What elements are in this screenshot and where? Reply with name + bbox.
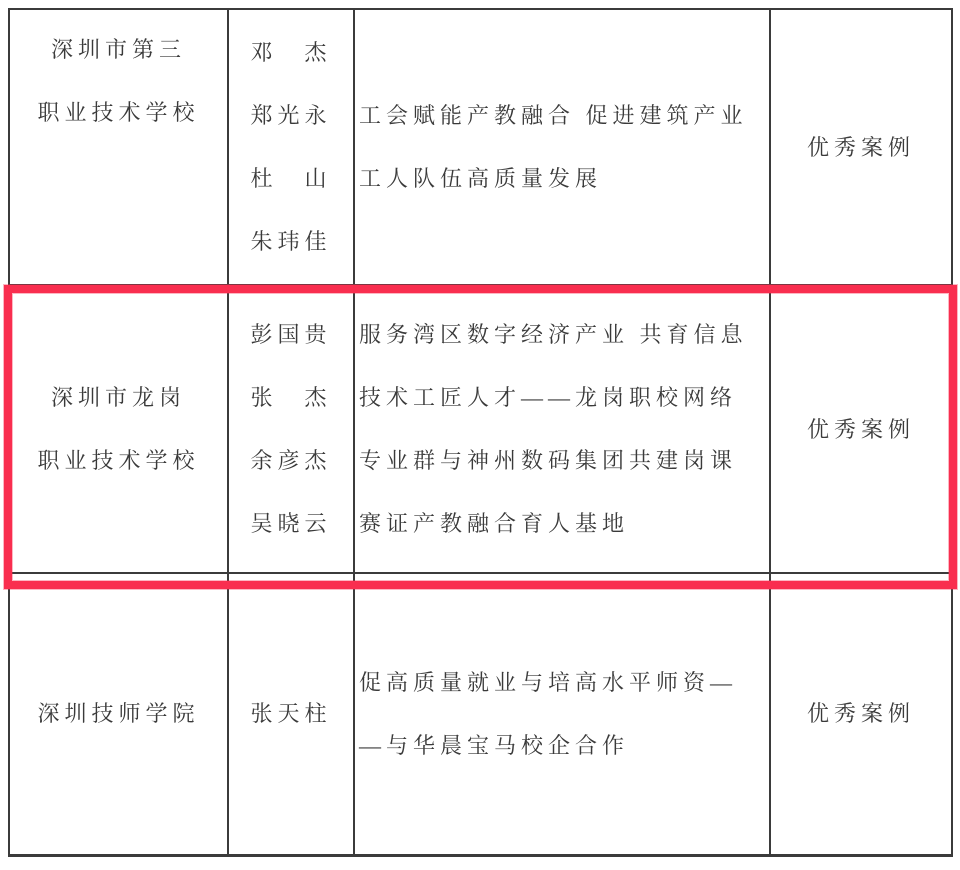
award-table [8,8,953,857]
case-title-cell [354,9,770,285]
school-name-line: 深圳市龙岗 [50,385,186,410]
member-name: 邓 杰 [250,40,332,65]
member-name: 张 杰 [250,385,332,410]
school-name-line: 职业技术学校 [37,448,200,473]
case-title-line: 工人队伍高质量发展 [359,166,603,191]
school-name-line: 深圳技师学院 [37,701,200,727]
member-name: 朱玮佳 [250,229,332,254]
member-name: 吴晓云 [250,511,332,536]
case-title-line: 促高质量就业与培高水平师资— [359,669,738,695]
table-row-1 [9,9,952,285]
member-name: 张天柱 [250,701,332,727]
award-cell [770,9,952,285]
case-title-line: 专业群与神州数码集团共建岗课 [359,448,738,473]
award-cell [770,285,952,573]
case-title-line: —与华晨宝马校企合作 [359,732,630,758]
case-title-line: 赛证产教融合育人基地 [359,511,630,536]
school-name-line: 深圳市第三 [50,37,186,62]
school-cell [9,285,228,573]
case-title-cell [354,285,770,573]
team-members-cell [228,9,354,285]
member-name: 余彦杰 [250,448,332,473]
member-name: 杜 山 [250,166,332,191]
team-members-cell [228,285,354,573]
award-label: 优秀案例 [806,416,915,442]
case-title-cell [354,573,770,855]
team-members-cell [228,573,354,855]
school-cell [9,573,228,855]
school-cell [9,9,228,285]
case-title-line: 工会赋能产教融合 促进建筑产业 [359,103,748,128]
award-cell [770,573,952,855]
table-row-2 [9,285,952,573]
award-label: 优秀案例 [806,701,915,727]
member-name: 彭国贵 [250,322,332,347]
case-title-line: 技术工匠人才——龙岗职校网络 [359,385,738,410]
school-name-line: 职业技术学校 [37,100,200,125]
case-title-line: 服务湾区数字经济产业 共育信息 [359,322,748,347]
member-name: 郑光永 [250,103,332,128]
table-row-3 [9,573,952,855]
award-label: 优秀案例 [806,134,915,160]
